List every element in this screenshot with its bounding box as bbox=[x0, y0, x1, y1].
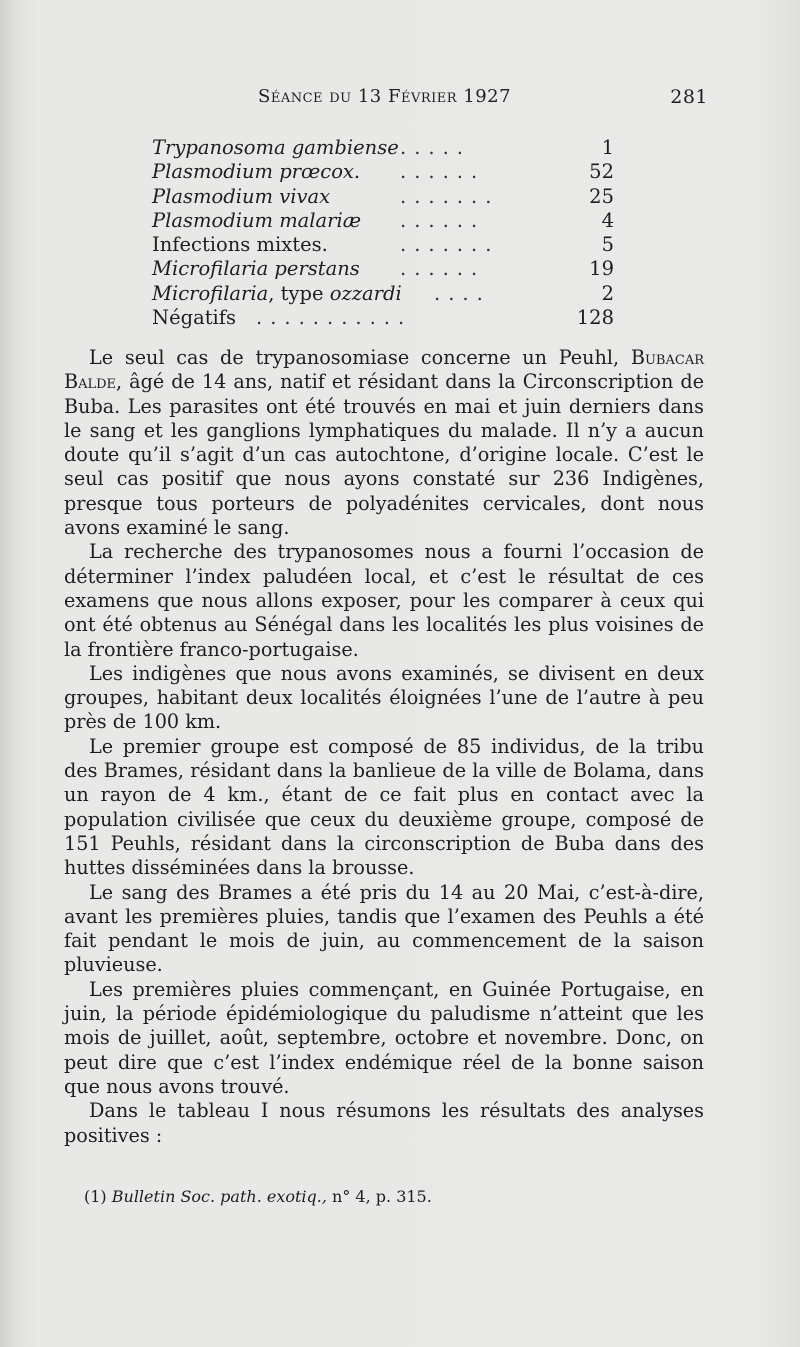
list-item-name: Microfilaria perstans bbox=[152, 257, 360, 281]
list-item-name: Plasmodium vivax bbox=[152, 184, 331, 208]
list-item bbox=[152, 185, 614, 209]
list-item-name: Infections mixtes. bbox=[152, 233, 328, 257]
paragraph: Le premier groupe est composé de 85 individus, de la tribu des Brames, résidant dans la banlieue de la ville de Bolama, dans un rayon de 4 km., étant de ce fait plus en contact avec la population civilisée que ceux du deuxième groupe, composé de 151 Peuhls, résidant dans la circonscription de Buba dans des huttes disséminées dans la brousse. bbox=[64, 734, 704, 880]
list-item-name: Plasmodium prœcox. bbox=[152, 160, 361, 184]
leader-dots: ..... bbox=[400, 136, 471, 159]
list-item-count: 2 bbox=[601, 281, 614, 305]
list-item-name: Trypanosoma gambiense bbox=[152, 136, 399, 159]
leader-dots: ...... bbox=[400, 160, 486, 184]
list-item bbox=[152, 209, 614, 233]
list-item-count: 52 bbox=[589, 160, 614, 184]
leader-dots: ........... bbox=[256, 306, 413, 330]
list-item bbox=[152, 160, 614, 184]
paragraph: La recherche des trypanosomes nous a fourni l’occasion de déterminer l’index paludéen local, et c’est le résultat de ces examens que nous allons exposer, pour les comparer à ceux qui ont été obtenus au Sénégal dans les localités les plus voisines de la frontière franco-portugaise. bbox=[64, 540, 704, 661]
list-item-name: Négatifs bbox=[152, 306, 237, 330]
list-item-count: 25 bbox=[589, 184, 614, 208]
list-item-name: Plasmodium malariæ bbox=[152, 208, 362, 232]
body-text bbox=[64, 346, 704, 1148]
list-item-count: 1 bbox=[601, 136, 614, 159]
list-item-count: 4 bbox=[601, 208, 614, 232]
leader-dots: .... bbox=[434, 281, 491, 305]
list-item-name: Microfilaria, type ozzardi bbox=[152, 281, 402, 305]
list-item bbox=[152, 136, 614, 160]
page-header bbox=[258, 86, 708, 116]
list-item bbox=[152, 306, 614, 330]
paragraph: Le seul cas de trypanosomiase concerne un Peuhl, Bubacar Balde, âgé de 14 ans, natif et résidant dans la Circonscription de Buba. Les parasites ont été trouvés en mai et juin derniers dans le sang et les ganglions lymphatiques du malade. Il n’y a aucun doute qu’il s’agit d’un cas autochtone, d’origine locale. C’est le seul cas positif que nous ayons constaté sur 236 Indigènes, presque tous porteurs de polyadénites cervicales, dont nous avons examiné le sang. bbox=[64, 346, 704, 540]
paragraph: Le sang des Brames a été pris du 14 au 20 Mai, c’est-à-dire, avant les premières pluies, tandis que l’examen des Peuhls a été fait pendant le mois de juin, au commencement de la saison pluvieuse. bbox=[64, 880, 704, 977]
leader-dots: ...... bbox=[400, 208, 486, 232]
footnote: (1) Bulletin Soc. path. exotiq., n° 4, p. 315. bbox=[84, 1187, 432, 1206]
paragraph: Les premières pluies commençant, en Guinée Portugaise, en juin, la période épidémiologique du paludisme n’atteint que les mois de juillet, août, septembre, octobre et novembre. Donc, on peut dire que c’est l’index endémique réel de la bonne saison que nous avons trouvé. bbox=[64, 977, 704, 1098]
leader-dots: ....... bbox=[400, 233, 500, 257]
leader-dots: ....... bbox=[400, 184, 500, 208]
list-item bbox=[152, 257, 614, 281]
list-item-count: 5 bbox=[601, 233, 614, 257]
list-item bbox=[152, 282, 614, 306]
running-title: Séance du 13 Février 1927 bbox=[258, 86, 512, 107]
results-list bbox=[152, 136, 614, 330]
paragraph: Dans le tableau I nous résumons les résultats des analyses positives : bbox=[64, 1099, 704, 1147]
page-number: 281 bbox=[670, 86, 708, 108]
paragraph: Les indigènes que nous avons examinés, se divisent en deux groupes, habitant deux localités éloignées l’une de l’autre à peu près de 100 km. bbox=[64, 661, 704, 734]
leader-dots: ...... bbox=[400, 257, 486, 281]
list-item-count: 19 bbox=[589, 257, 614, 281]
list-item bbox=[152, 233, 614, 257]
list-item-count: 128 bbox=[576, 306, 614, 330]
